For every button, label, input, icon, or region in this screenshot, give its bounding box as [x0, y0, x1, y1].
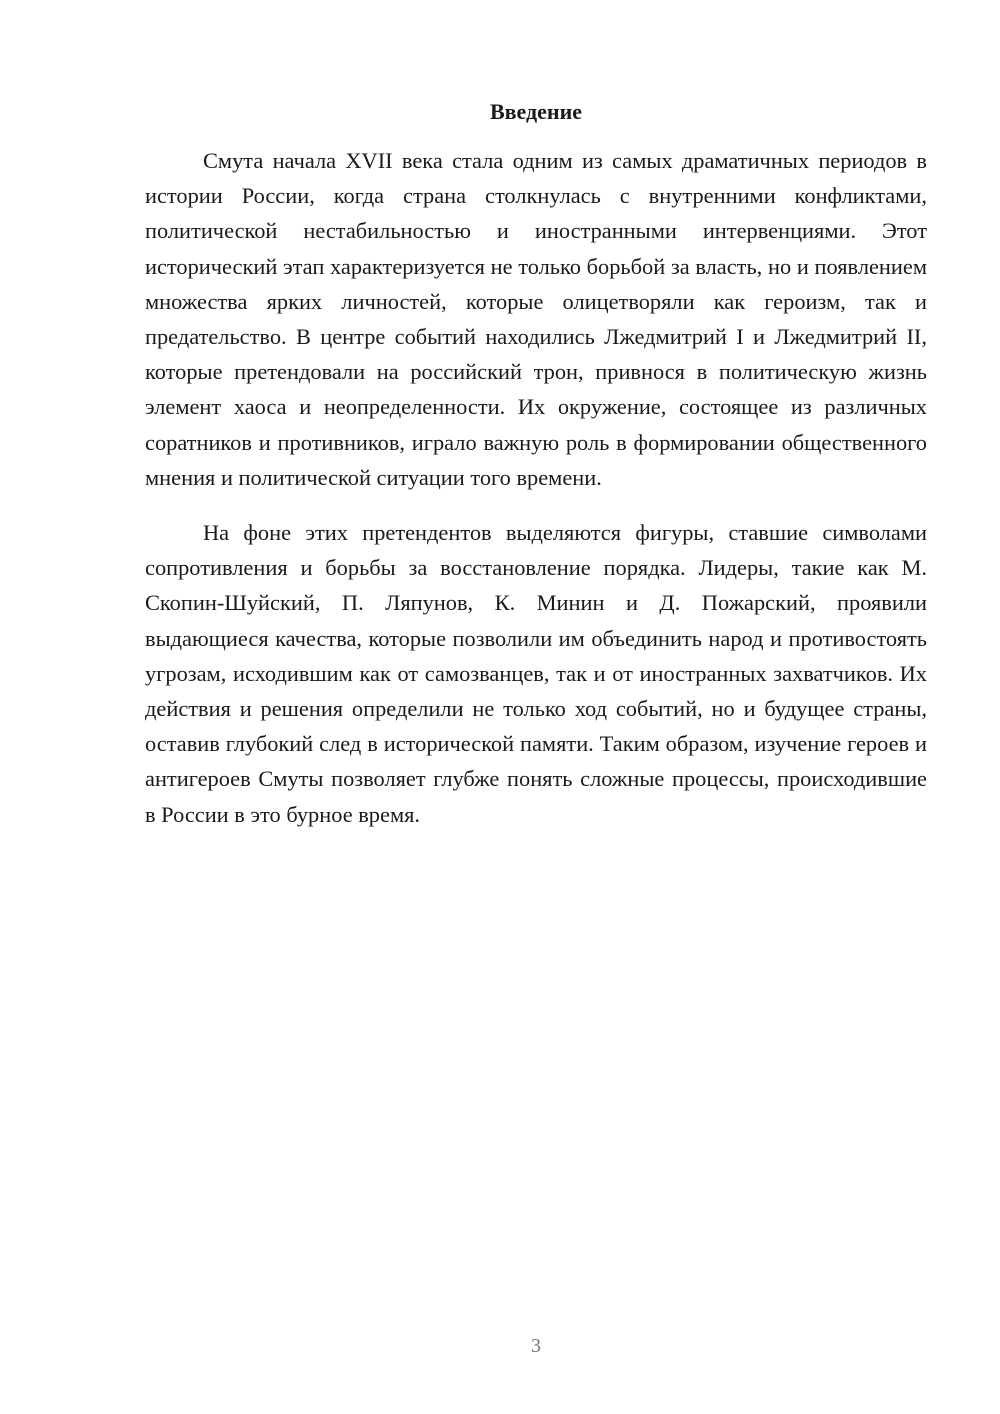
- section-heading: Введение: [489, 99, 583, 124]
- page-number: 3: [531, 1335, 541, 1357]
- paragraph-1: Смута начала XVII века стала одним из самых драматичных периодов в истории России, когда страна столкнулась с внутренними конфликтами, политической нестабильностью и иностранными интервенциями. Этот исторический этап характеризуется не только борьбой за власть, но и появлением множества ярких личностей, которые олицетворяли как героизм, так и предательство. В центре событий находились Лжедмитрий I и Лжедмитрий II, которые претендовали на российский трон, привнося в политическую жизнь элемент хаоса и неопределенности. Их окружение, состоящее из различных соратников и противников, играло важную роль в формировании общественного мнения и политической ситуации того времени.: [145, 148, 927, 490]
- paragraph-2: На фоне этих претендентов выделяются фигуры, ставшие символами сопротивления и борьбы за восстановление порядка. Лидеры, такие как М. Скопин-Шуйский, П. Ляпунов, К. Минин и Д. Пожарский, проявили выдающиеся качества, которые позволили им объединить народ и противостоять угрозам, исходившим как от самозванцев, так и от иностранных захватчиков. Их действия и решения определили не только ход событий, но и будущее страны, оставив глубокий след в исторической памяти. Таким образом, изучение героев и антигероев Смуты позволяет глубже понять сложные процессы, происходившие в России в это бурное время.: [145, 520, 927, 827]
- body-text: [145, 143, 927, 832]
